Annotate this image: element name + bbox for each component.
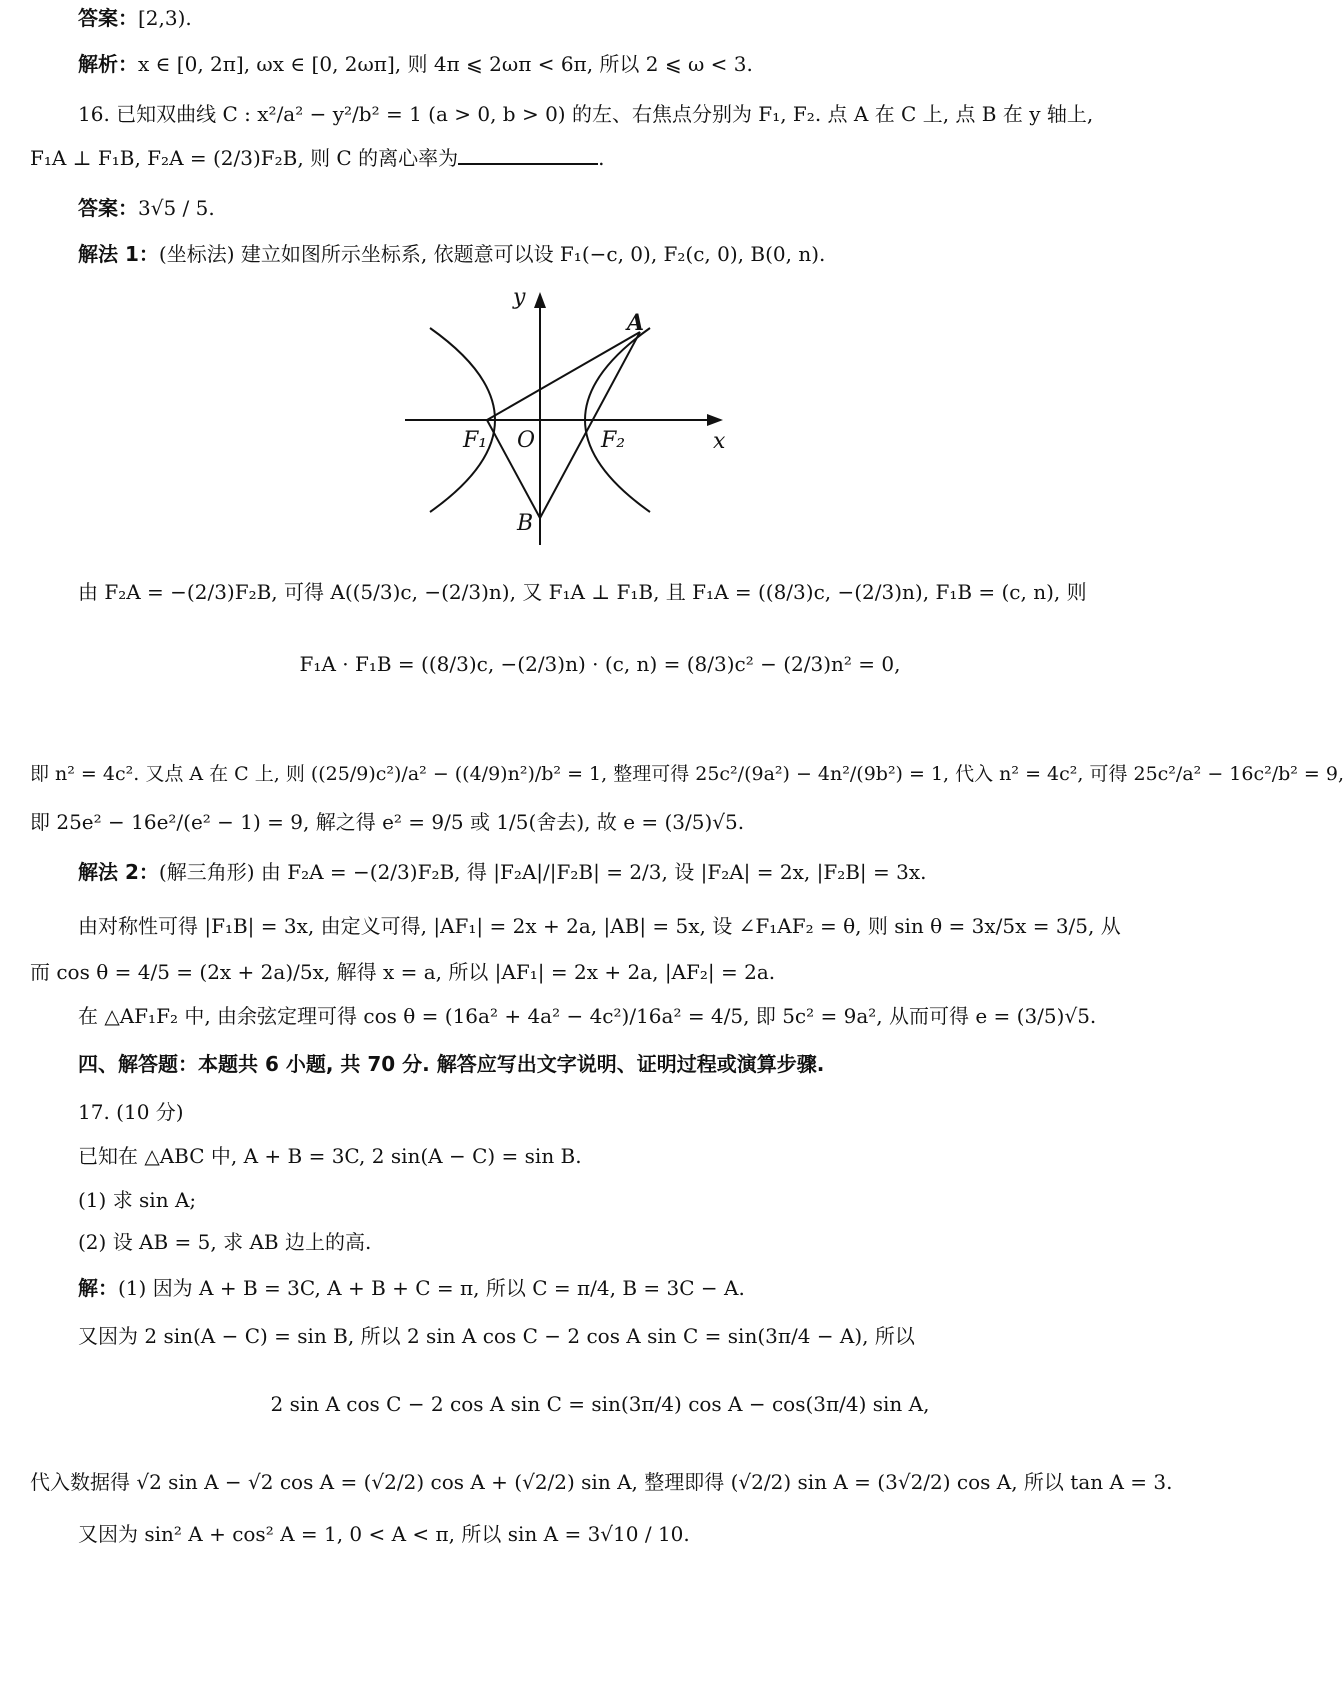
question-16-condition-text: F₁A ⊥ F₁B, F₂A = (2/3)F₂B, 则 C 的离心率为 — [30, 146, 459, 170]
solution-2-step-2: 而 cos θ = 4/5 = (2x + 2a)/5x, 解得 x = a, 所以 |AF₁| = 2x + 2a, |AF₂| = 2a. — [30, 960, 776, 984]
solution-17-step-1 — [78, 1274, 745, 1302]
question-16-condition — [30, 144, 604, 172]
label-B: B — [517, 511, 534, 536]
question-16-end-period: . — [598, 146, 605, 170]
solution-2-step-1: 由对称性可得 |F₁B| = 3x, 由定义可得, |AF₁| = 2x + 2a, |AB| = 5x, 设 ∠F₁AF₂ = θ, 则 sin θ = 3x/5x = 3/5, 从 — [78, 914, 1121, 938]
solution-17-step-4: 又因为 sin² A + cos² A = 1, 0 < A < π, 所以 sin A = 3√10 / 10. — [78, 1522, 690, 1546]
label-A: A — [627, 310, 645, 336]
solution-17-step-2: 又因为 2 sin(A − C) = sin B, 所以 2 sin A cos C − 2 cos A sin C = sin(3π/4 − A), 所以 — [78, 1324, 915, 1348]
question-16-stem: 16. 已知双曲线 C : x²/a² − y²/b² = 1 (a > 0, b > 0) 的左、右焦点分别为 F₁, F₂. 点 A 在 C 上, 点 B 在 y 轴上, — [78, 102, 1094, 126]
solution-2-result: 在 △AF₁F₂ 中, 由余弦定理可得 cos θ = (16a² + 4a² − 4c²)/16a² = 4/5, 即 5c² = 9a², 从而可得 e = (3/5)√5. — [78, 1004, 1097, 1028]
question-17-part-2: (2) 设 AB = 5, 求 AB 边上的高. — [78, 1230, 372, 1254]
solution-2-text: (解三角形) 由 F₂A = −(2/3)F₂B, 得 |F₂A|/|F₂B| = 2/3, 设 |F₂A| = 2x, |F₂B| = 3x. — [158, 860, 927, 884]
answer-line-15 — [78, 4, 192, 32]
label-F2: F₂ — [601, 428, 626, 453]
solution-1-text: (坐标法) 建立如图所示坐标系, 依题意可以设 F₁(−c, 0), F₂(c, 0), B(0, n). — [158, 242, 826, 266]
x-axis-arrow-icon — [707, 414, 723, 426]
answer-line-16 — [78, 194, 215, 222]
label-F1: F₁ — [463, 428, 488, 453]
solution-2-label: 解法 2： — [78, 860, 159, 884]
question-17-stem: 已知在 △ABC 中, A + B = 3C, 2 sin(A − C) = sin B. — [78, 1144, 582, 1168]
label-x: x — [713, 429, 726, 454]
solution-2-intro — [78, 858, 927, 886]
solution-17-expansion: 2 sin A cos C − 2 cos A sin C = sin(3π/4) cos A − cos(3π/4) sin A, — [270, 1392, 930, 1416]
hyperbola-figure — [405, 285, 755, 552]
solution-17-step-3: 代入数据得 √2 sin A − √2 cos A = (√2/2) cos A + (√2/2) sin A, 整理即得 (√2/2) sin A = (3√2/2) cos A, 所以 tan A = 3. — [30, 1470, 1173, 1494]
solution-1-label: 解法 1： — [78, 242, 159, 266]
solution-1-step-2: 即 n² = 4c². 又点 A 在 C 上, 则 ((25/9)c²)/a² − ((4/9)n²)/b² = 1, 整理可得 25c²/(9a²) − 4n²/(9b²) = 1, 代入 n² = 4c², 可得 25c²/a² − 16c²/b² = 9, — [30, 763, 1344, 785]
question-17-number: 17. (10 分) — [78, 1100, 184, 1124]
analysis-line-15 — [78, 50, 753, 78]
solution-1-result: 即 25e² − 16e²/(e² − 1) = 9, 解之得 e² = 9/5 或 1/5(舍去), 故 e = (3/5)√5. — [30, 810, 745, 834]
label-O: O — [517, 428, 536, 453]
analysis-text: x ∈ [0, 2π], ωx ∈ [0, 2ωπ], 则 4π ⩽ 2ωπ < 6π, 所以 2 ⩽ ω < 3. — [138, 52, 753, 76]
answer-label: 答案： — [78, 6, 138, 30]
answer-text: [2,3). — [138, 6, 192, 30]
solution-1-dot-product: F₁A · F₁B = ((8/3)c, −(2/3)n) · (c, n) = (8/3)c² − (2/3)n² = 0, — [299, 652, 901, 676]
analysis-label: 解析： — [78, 52, 138, 76]
answer-label: 答案： — [78, 196, 138, 220]
solution-17-label: 解： — [78, 1276, 118, 1300]
solution-1-intro — [78, 240, 825, 268]
label-y: y — [513, 285, 526, 310]
answer-text: 3√5 / 5. — [138, 196, 215, 220]
answer-blank — [458, 145, 598, 165]
solution-1-step-1: 由 F₂A = −(2/3)F₂B, 可得 A((5/3)c, −(2/3)n), 又 F₁A ⊥ F₁B, 且 F₁A = ((8/3)c, −(2/3)n), F₁B = (c, n), 则 — [78, 580, 1087, 604]
solution-17-text: (1) 因为 A + B = 3C, A + B + C = π, 所以 C = π/4, B = 3C − A. — [118, 1276, 745, 1300]
y-axis-arrow-icon — [534, 292, 546, 308]
question-17-part-1: (1) 求 sin A; — [78, 1188, 197, 1212]
section-heading: 四、解答题：本题共 6 小题, 共 70 分. 解答应写出文字说明、证明过程或演算步骤. — [78, 1052, 825, 1076]
